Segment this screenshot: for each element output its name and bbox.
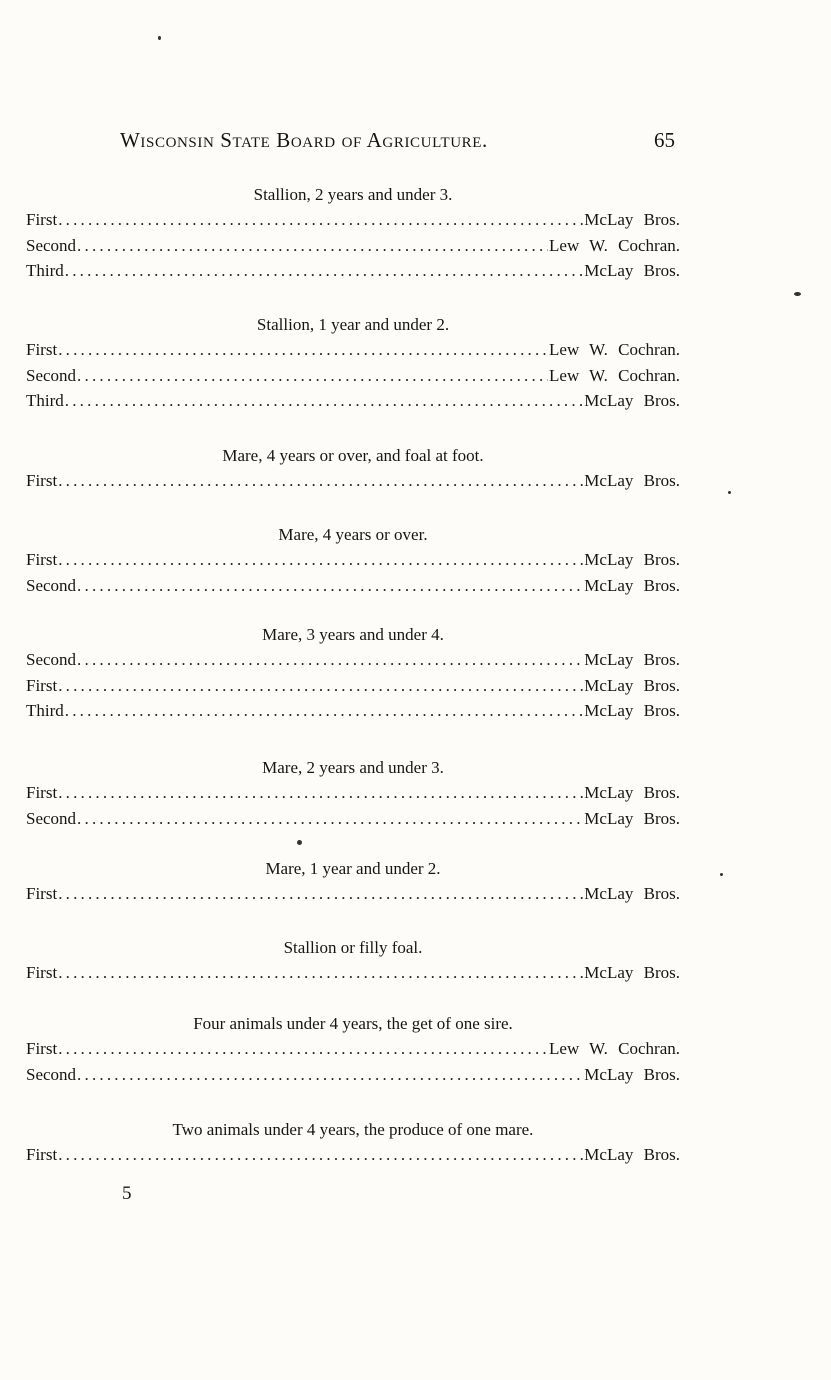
dot-leader (65, 258, 584, 284)
dot-leader (77, 233, 548, 259)
award-entry (26, 573, 680, 599)
scan-speck (728, 491, 731, 494)
place-label: First (26, 783, 58, 802)
award-entry (26, 673, 680, 699)
award-section (26, 523, 680, 598)
award-entry (26, 647, 680, 673)
award-entry (26, 337, 680, 363)
award-section (26, 313, 680, 414)
winner-name: McLay Bros. (584, 550, 680, 569)
dot-leader (58, 547, 583, 573)
winner-name: McLay Bros. (584, 1145, 680, 1164)
award-section (26, 183, 680, 284)
place-label: Second (26, 650, 77, 669)
signature-mark: 5 (122, 1183, 132, 1204)
award-section (26, 857, 680, 907)
winner-name: McLay Bros. (584, 210, 680, 229)
dot-leader (58, 1142, 583, 1168)
dot-leader (65, 698, 584, 724)
award-entry (26, 960, 680, 986)
scan-speck (720, 873, 723, 876)
place-label: First (26, 963, 58, 982)
section-title: Stallion, 2 years and under 3. (253, 185, 453, 204)
dot-leader (58, 960, 583, 986)
winner-name: McLay Bros. (584, 675, 680, 695)
winner-name: Lew W. Cochran. (549, 1039, 680, 1058)
section-title: Stallion or filly foal. (283, 938, 423, 957)
dot-leader (77, 573, 583, 599)
award-section (26, 623, 680, 724)
place-label: First (26, 471, 58, 490)
dot-leader (58, 673, 583, 699)
award-entry (26, 780, 680, 806)
section-title: Mare, 4 years or over. (278, 525, 428, 544)
winner-name: McLay Bros. (584, 884, 680, 903)
winner-name: McLay Bros. (584, 963, 680, 982)
place-label: Third (26, 391, 64, 410)
scan-speck (158, 36, 161, 40)
place-label: Second (26, 575, 77, 595)
award-entry (26, 547, 680, 573)
award-section (26, 756, 680, 831)
place-label: First (26, 550, 58, 569)
scan-speck (794, 292, 801, 296)
award-entry (26, 468, 680, 494)
award-entry (26, 388, 680, 414)
award-entry (26, 1142, 680, 1168)
dot-leader (77, 806, 583, 832)
place-label: Second (26, 1064, 77, 1084)
section-title: Two animals under 4 years, the produce of one mare. (172, 1120, 534, 1139)
dot-leader (58, 881, 583, 907)
award-entry (26, 881, 680, 907)
section-title: Mare, 4 years or over, and foal at foot. (222, 446, 484, 465)
award-entry (26, 1036, 680, 1062)
dot-leader (58, 207, 583, 233)
place-label: First (26, 884, 58, 903)
dot-leader (58, 337, 548, 363)
winner-name: Lew W. Cochran. (549, 365, 680, 385)
award-entry (26, 806, 680, 832)
section-title: Four animals under 4 years, the get of one sire. (193, 1014, 513, 1033)
scan-speck (297, 840, 302, 845)
dot-leader (77, 1062, 583, 1088)
dot-leader (77, 647, 583, 673)
header-title: Wisconsin State Board of Agriculture. (120, 128, 488, 152)
award-section (26, 444, 680, 494)
page-number: 65 (654, 128, 675, 152)
winner-name: McLay Bros. (584, 261, 680, 280)
award-entry (26, 363, 680, 389)
section-title: Mare, 3 years and under 4. (262, 625, 444, 644)
dot-leader (58, 1036, 548, 1062)
award-section (26, 1012, 680, 1087)
dot-leader (77, 363, 548, 389)
award-section (26, 936, 680, 986)
running-header (120, 128, 675, 153)
winner-name: Lew W. Cochran. (549, 235, 680, 255)
place-label: First (26, 1039, 58, 1058)
award-entry (26, 207, 680, 233)
section-title: Mare, 2 years and under 3. (262, 758, 444, 777)
winner-name: McLay Bros. (584, 391, 680, 410)
place-label: First (26, 340, 58, 359)
section-title: Mare, 1 year and under 2. (265, 859, 441, 878)
place-label: Second (26, 808, 77, 828)
place-label: Third (26, 261, 64, 280)
award-section (26, 1118, 680, 1168)
dot-leader (65, 388, 584, 414)
award-entry (26, 698, 680, 724)
dot-leader (58, 468, 583, 494)
place-label: Second (26, 235, 77, 255)
dot-leader (58, 780, 583, 806)
award-entry (26, 258, 680, 284)
winner-name: McLay Bros. (584, 1064, 680, 1084)
winner-name: Lew W. Cochran. (549, 340, 680, 359)
section-title: Stallion, 1 year and under 2. (256, 315, 450, 334)
winner-name: McLay Bros. (584, 701, 680, 720)
place-label: Third (26, 701, 64, 720)
winner-name: McLay Bros. (584, 808, 680, 828)
winner-name: McLay Bros. (584, 471, 680, 490)
award-entry (26, 233, 680, 259)
winner-name: McLay Bros. (584, 783, 680, 802)
winner-name: McLay Bros. (584, 650, 680, 669)
place-label: First (26, 675, 58, 695)
place-label: First (26, 1145, 58, 1164)
award-entry (26, 1062, 680, 1088)
winner-name: McLay Bros. (584, 575, 680, 595)
place-label: Second (26, 365, 77, 385)
place-label: First (26, 210, 58, 229)
